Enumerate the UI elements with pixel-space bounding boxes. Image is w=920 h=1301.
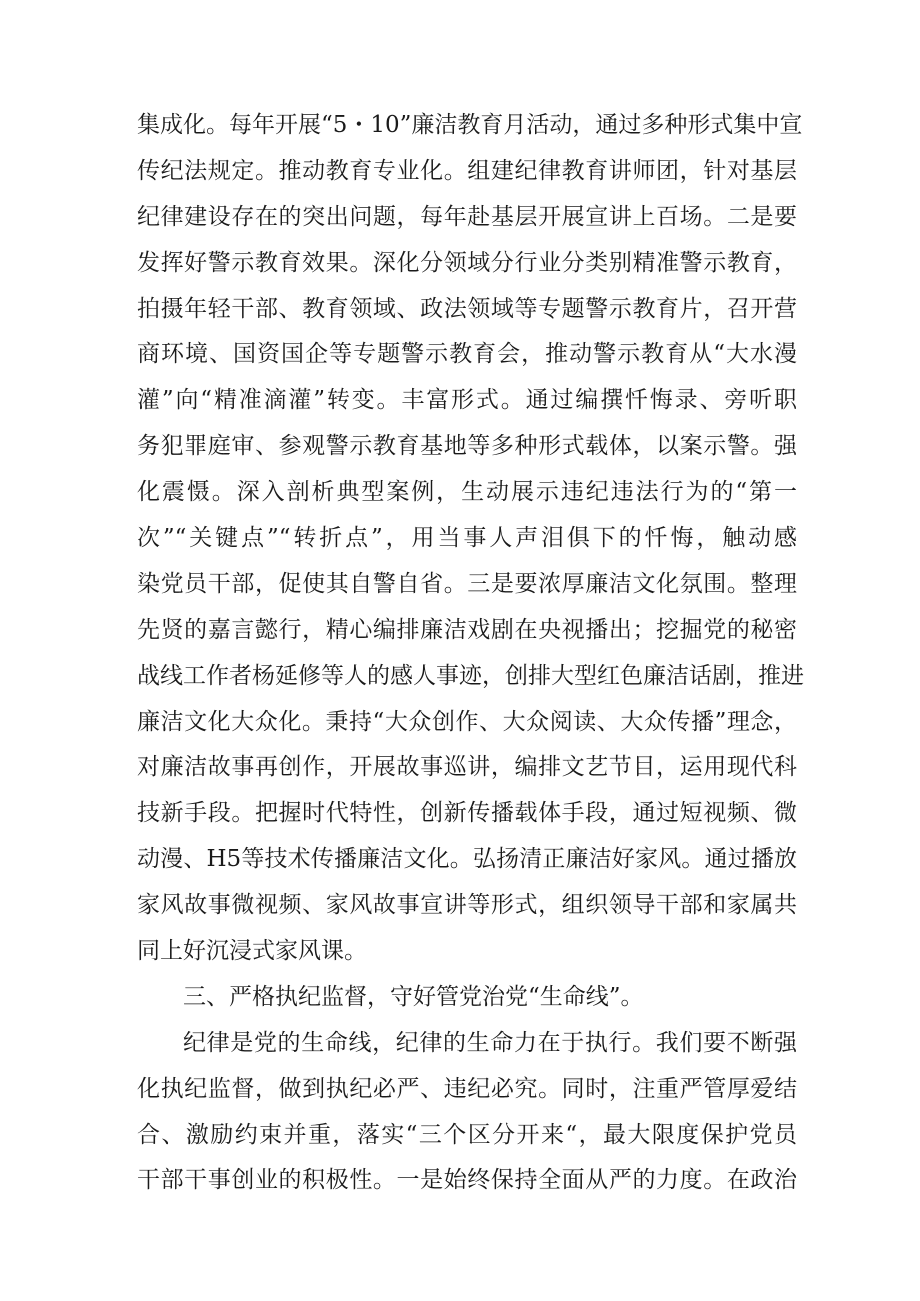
text-line: 染党员干部，促使其自警自省。三是要浓厚廉洁文化氛围。整理: [137, 570, 797, 597]
text-line: 先贤的嘉言懿行，精心编排廉洁戏剧在央视播出；挖掘党的秘密: [137, 616, 797, 643]
text-line: 对廉洁故事再创作，开展故事巡讲，编排文艺节目，运用现代科: [137, 754, 797, 781]
text-line: 化震慑。深入剖析典型案例，生动展示违纪违法行为的“第一: [137, 479, 797, 506]
text-line: 合、激励约束并重，落实“三个区分开来“，最大限度保护党员: [137, 1121, 797, 1148]
section-heading: 三、严格执纪监督，守好管党治党“生命线”。: [183, 983, 644, 1010]
text-line: 拍摄年轻干部、教育领域、政法领域等专题警示教育片，召开营: [137, 295, 797, 322]
text-line: 次”“关键点”“转折点”，用当事人声泪俱下的忏悔，触动感: [137, 525, 797, 552]
text-line: 纪律建设存在的突出问题，每年赴基层开展宣讲上百场。二是要: [137, 203, 797, 230]
text-line: 集成化。每年开展“5・10”廉洁教育月活动，通过多种形式集中宣: [137, 112, 803, 138]
text-line: 商环境、国资国企等专题警示教育会，推动警示教育从“大水漫: [137, 341, 797, 368]
paragraph-end-line: 同上好沉浸式家风课。: [137, 938, 367, 965]
text-line: 廉洁文化大众化。秉持“大众创作、大众阅读、大众传播”理念，: [137, 708, 797, 735]
body-text: [137, 103, 804, 1204]
text-line: 化执纪监督，做到执纪必严、违纪必究。同时，注重严管厚爱结: [137, 1075, 797, 1102]
text-line: 纪律是党的生命线，纪律的生命力在于执行。我们要不断强: [183, 1029, 797, 1056]
text-line: 灌”向“精准滴灌”转变。丰富形式。通过编撰忏悔录、旁听职: [137, 387, 797, 414]
text-line: 发挥好警示教育效果。深化分领域分行业分类别精准警示教育，: [137, 249, 797, 276]
text-line: 务犯罪庭审、参观警示教育基地等多种形式载体，以案示警。强: [137, 433, 797, 460]
text-line: 家风故事微视频、家风故事宣讲等形式，组织领导干部和家属共: [137, 892, 797, 919]
text-line: 传纪法规定。推动教育专业化。组建纪律教育讲师团，针对基层: [137, 157, 797, 184]
text-line: 技新手段。把握时代特性，创新传播载体手段，通过短视频、微: [137, 800, 797, 827]
text-line: 干部干事创业的积极性。一是始终保持全面从严的力度。在政治: [137, 1167, 797, 1194]
text-line: 动漫、H5等技术传播廉洁文化。弘扬清正廉洁好家风。通过播放: [137, 846, 797, 873]
text-line: 战线工作者杨延修等人的感人事迹，创排大型红色廉洁话剧，推进: [137, 662, 804, 689]
